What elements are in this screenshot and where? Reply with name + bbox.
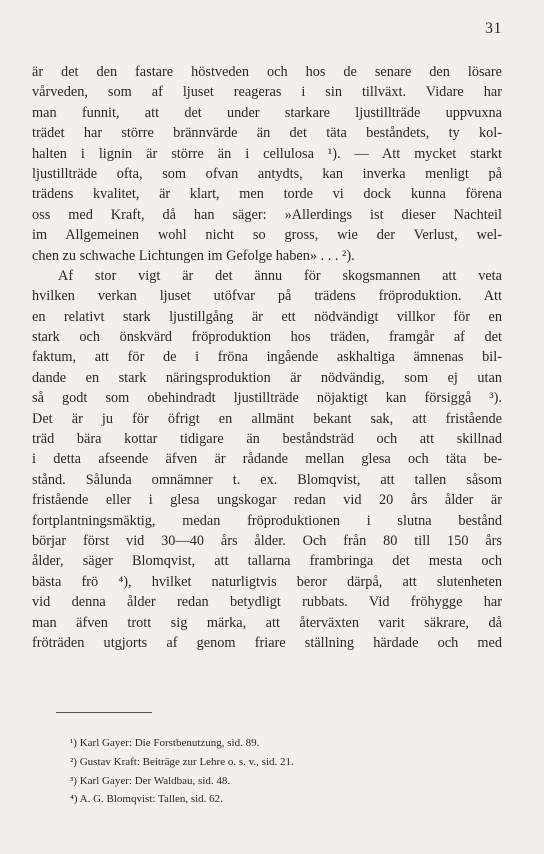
- body-line: träd bära kottar tidigare än beståndsträd och att skillnad: [32, 431, 502, 448]
- body-line: man funnit, att det under starkare ljustillträde uppvuxna: [32, 104, 502, 121]
- footnote-text: A. G. Blomqvist: Tallen, sid. 62.: [79, 793, 223, 806]
- body-line: i detta afseende äfven är rådande mellan glesa och täta be-: [32, 451, 502, 468]
- footnote-marker: ⁴): [70, 793, 78, 806]
- page-number: 31: [485, 20, 502, 37]
- body-line: im Allgemeinen wohl nicht so gross, wie der Verlust, wel-: [32, 227, 502, 244]
- footnote: [70, 790, 490, 809]
- body-line: en relativt stark ljustillgång är ett nödvändigt villkor för en: [32, 308, 502, 325]
- body-line: ljustillträde ofta, som ofvan antydts, kan inverka menligt på: [32, 165, 502, 182]
- footnote-marker: ³): [70, 774, 77, 787]
- body-line: stånd. Sålunda omnämner t. ex. Blomqvist, att tallen såsom: [32, 471, 502, 488]
- footnote-divider: [56, 712, 152, 713]
- body-line: fröträden utgjorts af genom friare ställning härdade och med: [32, 634, 502, 651]
- body-line: bästa frö ⁴), hvilket naturligtvis beror därpå, att slutenheten: [32, 573, 502, 590]
- footnote-text: Karl Gayer: Die Forstbenutzung, sid. 89.: [79, 737, 260, 749]
- footnote: [70, 772, 490, 791]
- body-line: fristående eller i glesa ungskogar redan vid 20 års ålder är: [32, 492, 502, 509]
- body-line: börjar först vid 30—40 års ålder. Och från 80 till 150 års: [32, 532, 502, 549]
- footnotes: [70, 734, 490, 809]
- footnote-marker: ²): [70, 755, 77, 768]
- body-line: Det är ju för öfrigt en allmänt bekant sak, att fristående: [32, 410, 502, 427]
- footnote: [70, 753, 490, 772]
- body-line: Af stor vigt är det ännu för skogsmannen att veta: [58, 267, 502, 284]
- body-line: faktum, att för de i fröna ingående askhaltiga ämnenas bil-: [32, 349, 502, 366]
- body-line: är det den fastare höstveden och hos de senare den lösare: [32, 64, 502, 80]
- body-line: dande en stark näringsproduktion är nödvändig, som ej utan: [32, 369, 502, 386]
- body-line: chen zu schwache Lichtungen im Gefolge haben» . . . ²).: [32, 247, 355, 264]
- body-line: vårveden, som af ljuset reageras i sin tillväxt. Vidare har: [32, 84, 502, 101]
- footnote: [70, 734, 490, 753]
- body-line: vid denna ålder redan betydligt rubbats. Vid fröhygge har: [32, 594, 502, 611]
- body-line: fortplantningsmäktig, medan fröproduktionen i slutna bestånd: [32, 512, 502, 529]
- body-line: ålder, säger Blomqvist, att tallarna frambringa det mesta och: [32, 553, 502, 570]
- footnote-marker: ¹): [70, 737, 77, 749]
- body-line: stark och önskvärd fröproduktion hos träden, framgår af det: [32, 329, 502, 346]
- footnote-text: Gustav Kraft: Beiträge zur Lehre o. s. v., sid. 21.: [79, 755, 294, 768]
- body-line: trädens kvalitet, är klart, men torde vi dock kunna förena: [32, 186, 502, 203]
- body-line: man äfven trott sig märka, att återväxten varit säkrare, då: [32, 614, 502, 631]
- body-line: så godt som obehindradt ljustillträde nöjaktigt kan försiggå ³).: [32, 390, 502, 407]
- footnote-text: Karl Gayer: Der Waldbau, sid. 48.: [79, 774, 231, 787]
- body-line: hvilken verkan ljuset utöfvar på trädens fröproduktion. Att: [32, 288, 502, 305]
- body-text: [32, 62, 502, 653]
- body-line: oss med Kraft, då han säger: »Allerdings ist dieser Nachteil: [32, 206, 502, 223]
- body-line: trädet har större brännvärde än det täta beståndets, ty kol-: [32, 125, 502, 142]
- body-line: halten i lignin är större än i cellulosa ¹). — Att mycket starkt: [32, 145, 502, 162]
